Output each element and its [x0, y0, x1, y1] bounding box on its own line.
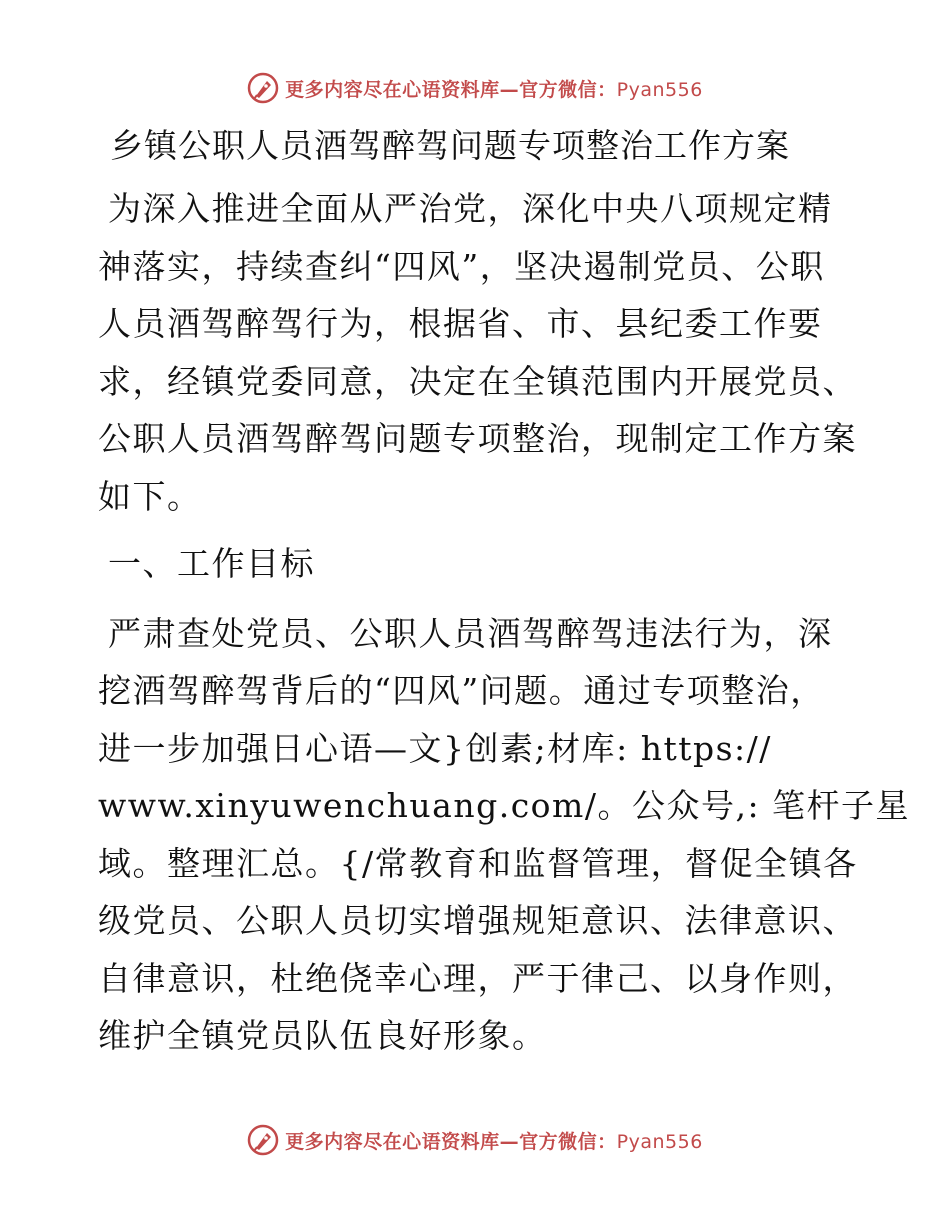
- intro-line: 求，经镇党委同意，决定在全镇范围内开展党员、: [98, 361, 857, 401]
- document-title: 乡镇公职人员酒驾醉驾问题专项整治工作方案: [110, 126, 790, 165]
- intro-paragraph: [98, 180, 858, 525]
- watermark-label: 更多内容尽在心语资料库—官方微信：: [285, 78, 617, 101]
- goals-line: 自律意识，杜绝侥幸心理，严于律己、以身作则，: [98, 958, 857, 998]
- watermark-text: [285, 75, 703, 102]
- pen-nib-logo-icon: [247, 72, 279, 104]
- header-watermark-banner: [0, 68, 950, 108]
- watermark-wechat-handle: Pyan556: [616, 1130, 703, 1153]
- goals-line: 域。整理汇总。{/常教育和监督管理，督促全镇各: [98, 843, 858, 883]
- goals-line: 级党员、公职人员切实增强规矩意识、法律意识、: [98, 901, 857, 940]
- footer-watermark-banner: [0, 1120, 950, 1160]
- goals-line: 维护全镇党员队伍良好形象。: [98, 1016, 547, 1055]
- intro-line: 公职人员酒驾醉驾问题专项整治，现制定工作方案: [98, 419, 857, 458]
- intro-line: 人员酒驾醉驾行为，根据省、市、县纪委工作要: [98, 304, 823, 343]
- goals-line: www.xinyuwenchuang.com/。公众号,: 笔杆子星: [98, 786, 911, 825]
- document-body: [98, 118, 911, 1065]
- goals-line: 进一步加强日心语—文}创素;材库: https://: [98, 728, 772, 768]
- intro-line: 如下。: [98, 476, 202, 516]
- goals-line: 严肃查处党员、公职人员酒驾醉驾违法行为，深: [108, 613, 833, 653]
- intro-line: 为深入推进全面从严治党，深化中央八项规定精: [108, 189, 833, 228]
- goals-paragraph: [98, 605, 911, 1065]
- pen-nib-logo-icon: [247, 1124, 279, 1156]
- header-watermark: [247, 72, 703, 104]
- watermark-wechat-handle: Pyan556: [616, 78, 703, 101]
- footer-watermark: [247, 1124, 703, 1156]
- watermark-label: 更多内容尽在心语资料库—官方微信：: [285, 1130, 617, 1153]
- intro-line: 神落实，持续查纠“四风”，坚决遏制党员、公职: [98, 246, 825, 286]
- goals-line: 挖酒驾醉驾背后的“四风”问题。通过专项整治，: [98, 671, 825, 710]
- section-heading-goals: 一、工作目标: [108, 544, 315, 583]
- watermark-text: [285, 1127, 703, 1154]
